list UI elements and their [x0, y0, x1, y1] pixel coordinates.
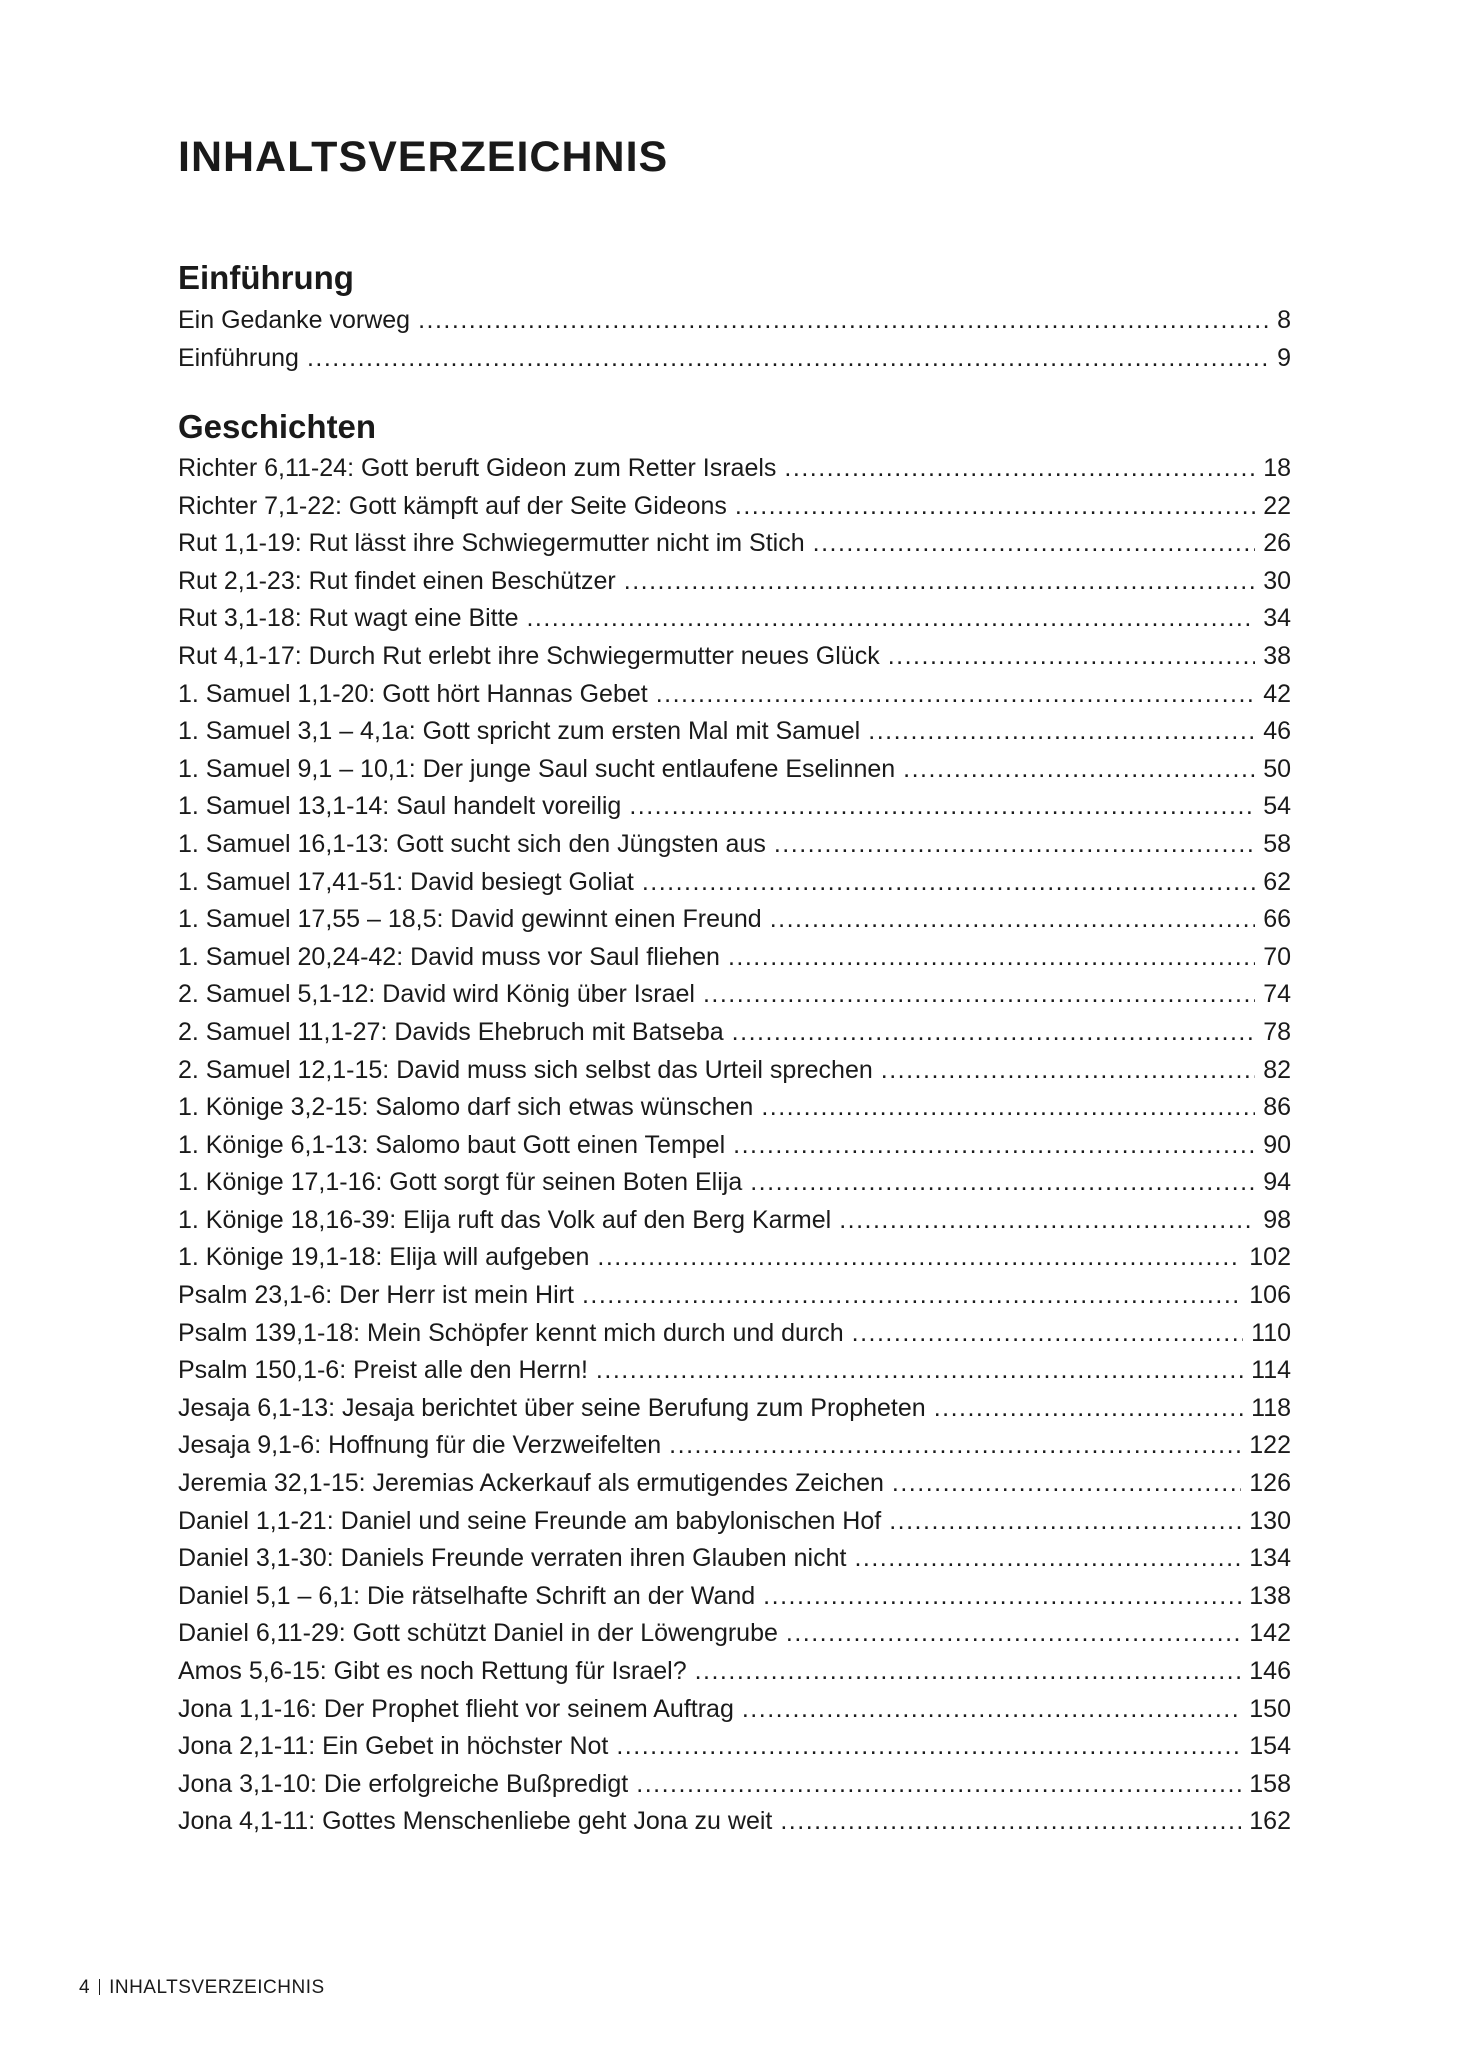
toc-entry-page: 9 [1277, 343, 1291, 372]
toc-entry [178, 1014, 1291, 1052]
toc-entry [178, 1127, 1291, 1165]
toc-entry-title: 1. Könige 6,1-13: Salomo baut Gott einen Tempel [178, 1130, 726, 1159]
toc-entry [178, 1465, 1291, 1503]
toc-entry-title: Jeremia 32,1-15: Jeremias Ackerkauf als ermutigendes Zeichen [178, 1469, 884, 1498]
toc-entry-title: Psalm 139,1-18: Mein Schöpfer kennt mich durch und durch [178, 1318, 844, 1347]
toc-dot-leader [934, 1390, 1243, 1428]
toc-entry-page: 154 [1249, 1732, 1291, 1761]
toc-dot-leader [616, 1728, 1241, 1766]
toc-entry [178, 713, 1291, 751]
toc-entry-page: 22 [1263, 491, 1291, 520]
toc-entry-title: Amos 5,6-15: Gibt es noch Rettung für Israel? [178, 1657, 687, 1685]
toc-entry [178, 1691, 1291, 1729]
toc-entry-page: 42 [1263, 679, 1291, 708]
toc-entry [178, 450, 1291, 488]
toc-entry [178, 340, 1291, 378]
toc-entry-title: 1. Könige 19,1-18: Elija will aufgeben [178, 1243, 590, 1272]
toc-dot-leader [888, 638, 1255, 676]
toc-dot-leader [881, 1052, 1255, 1090]
toc-dot-leader [526, 600, 1255, 638]
toc-entry-title: Rut 1,1-19: Rut lässt ihre Schwiegermutter nicht im Stich [178, 529, 805, 558]
toc-entry-page: 82 [1263, 1055, 1291, 1084]
toc-entry-page: 74 [1263, 980, 1291, 1009]
toc-list-geschichten [178, 450, 1291, 1841]
toc-entry-page: 118 [1251, 1393, 1291, 1422]
toc-entry [178, 1202, 1291, 1240]
toc-entry-page: 54 [1263, 792, 1291, 821]
toc-entry [178, 1315, 1291, 1353]
toc-dot-leader [854, 1540, 1241, 1578]
toc-entry [178, 1390, 1291, 1428]
toc-entry-page: 50 [1263, 754, 1291, 783]
toc-entry-title: Rut 4,1-17: Durch Rut erlebt ihre Schwiegermutter neues Glück [178, 641, 880, 670]
toc-entry-page: 70 [1263, 942, 1291, 971]
toc-entry-title: Psalm 23,1-6: Der Herr ist mein Hirt [178, 1281, 574, 1310]
toc-entry-title: 2. Samuel 12,1-15: David muss sich selbst das Urteil sprechen [178, 1055, 873, 1084]
toc-entry-title: 1. Samuel 16,1-13: Gott sucht sich den Jüngsten aus [178, 829, 766, 858]
toc-dot-leader [770, 901, 1255, 939]
toc-entry-page: 134 [1249, 1544, 1291, 1573]
toc-entry-title: Rut 2,1-23: Rut findet einen Beschützer [178, 566, 616, 595]
toc-entry-title: Daniel 6,11-29: Gott schützt Daniel in der Löwengrube [178, 1619, 778, 1648]
toc-dot-leader [735, 488, 1255, 526]
footer-page-number: 4 [79, 1977, 91, 1998]
toc-dot-leader [596, 1352, 1243, 1390]
toc-entry [178, 1164, 1291, 1202]
toc-entry [178, 600, 1291, 638]
toc-dot-leader [733, 1127, 1255, 1165]
toc-entry-title: Jona 4,1-11: Gottes Menschenliebe geht Jona zu weit [178, 1807, 773, 1836]
toc-entry [178, 302, 1291, 340]
toc-entry-page: 30 [1263, 566, 1291, 595]
toc-dot-leader [597, 1239, 1241, 1277]
toc-entry [178, 1427, 1291, 1465]
toc-entry-title: 1. Samuel 17,55 – 18,5: David gewinnt einen Freund [178, 905, 762, 934]
toc-dot-leader [703, 976, 1255, 1014]
toc-entry-title: 1. Samuel 13,1-14: Saul handelt voreilig [178, 792, 622, 821]
toc-entry-title: Psalm 150,1-6: Preist alle den Herrn! [178, 1356, 588, 1385]
toc-dot-leader [813, 525, 1256, 563]
toc-entry [178, 525, 1291, 563]
toc-entry-title: Jona 3,1-10: Die erfolgreiche Bußpredigt [178, 1769, 629, 1798]
toc-entry-title: Jesaja 6,1-13: Jesaja berichtet über seine Berufung zum Propheten [178, 1393, 926, 1422]
toc-entry [178, 676, 1291, 714]
toc-entry-title: 1. Könige 3,2-15: Salomo darf sich etwas wünschen [178, 1093, 754, 1122]
toc-dot-leader [656, 676, 1255, 714]
toc-entry-page: 46 [1263, 717, 1291, 746]
toc-dot-leader [780, 1803, 1241, 1841]
toc-entry [178, 1766, 1291, 1804]
toc-entry-page: 94 [1263, 1168, 1291, 1197]
toc-entry-page: 26 [1263, 529, 1291, 558]
toc-entry-title: 2. Samuel 11,1-27: Davids Ehebruch mit Batseba [178, 1017, 724, 1046]
toc-entry [178, 939, 1291, 977]
toc-entry-title: Rut 3,1-18: Rut wagt eine Bitte [178, 604, 519, 633]
toc-dot-leader [742, 1691, 1241, 1729]
toc-dot-leader [582, 1277, 1241, 1315]
toc-dot-leader [728, 939, 1255, 977]
toc-entry-page: 102 [1249, 1243, 1291, 1272]
toc-entry [178, 751, 1291, 789]
toc-entry-title: 1. Samuel 17,41-51: David besiegt Goliat [178, 867, 634, 896]
toc-entry-title: 1. Samuel 3,1 – 4,1a: Gott spricht zum ersten Mal mit Samuel [178, 717, 861, 746]
toc-dot-leader [750, 1164, 1255, 1202]
toc-entry-page: 150 [1249, 1694, 1291, 1723]
toc-entry-page: 130 [1249, 1506, 1291, 1535]
toc-entry-page: 90 [1263, 1130, 1291, 1159]
toc-entry [178, 1352, 1291, 1390]
page-title: INHALTSVERZEICHNIS [178, 133, 669, 181]
toc-entry [178, 1277, 1291, 1315]
toc-entry-page: 158 [1249, 1769, 1291, 1798]
toc-entry-title: Jona 2,1-11: Ein Gebet in höchster Not [178, 1732, 609, 1761]
toc-list-einfuehrung [178, 302, 1291, 377]
toc-entry-page: 122 [1249, 1431, 1291, 1460]
toc-dot-leader [629, 788, 1255, 826]
toc-entry [178, 1503, 1291, 1541]
toc-entry-title: Ein Gedanke vorweg [178, 306, 411, 334]
toc-dot-leader [624, 563, 1255, 601]
toc-entry-page: 78 [1263, 1017, 1291, 1046]
toc-entry [178, 1803, 1291, 1841]
toc-entry-page: 38 [1263, 641, 1291, 670]
toc-entry [178, 1089, 1291, 1127]
toc-entry [178, 488, 1291, 526]
toc-entry [178, 788, 1291, 826]
toc-dot-leader [774, 826, 1255, 864]
toc-entry-title: Jesaja 9,1-6: Hoffnung für die Verzweifelten [178, 1431, 662, 1460]
toc-dot-leader [839, 1202, 1255, 1240]
section-heading-einfuehrung: Einführung [178, 259, 354, 296]
toc-entry-page: 138 [1249, 1581, 1291, 1610]
toc-dot-leader [695, 1653, 1242, 1691]
toc-entry [178, 1540, 1291, 1578]
toc-entry-title: Jona 1,1-16: Der Prophet flieht vor seinem Auftrag [178, 1694, 734, 1723]
toc-dot-leader [903, 751, 1255, 789]
toc-entry-page: 34 [1263, 604, 1291, 633]
toc-entry [178, 826, 1291, 864]
toc-dot-leader [852, 1315, 1244, 1353]
toc-entry-page: 110 [1251, 1318, 1291, 1347]
footer-label: INHALTSVERZEICHNIS [109, 1977, 325, 1998]
toc-entry-page: 62 [1263, 867, 1291, 896]
toc-entry [178, 1728, 1291, 1766]
toc-entry-title: 1. Könige 17,1-16: Gott sorgt für seinen Boten Elija [178, 1168, 743, 1197]
toc-dot-leader [669, 1427, 1241, 1465]
toc-entry [178, 563, 1291, 601]
toc-entry [178, 1653, 1291, 1691]
toc-dot-leader [732, 1014, 1256, 1052]
toc-entry-title: Richter 6,11-24: Gott beruft Gideon zum Retter Israels [178, 454, 777, 482]
toc-entry-title: Einführung [178, 343, 299, 372]
toc-dot-leader [307, 340, 1269, 378]
toc-entry-title: 1. Samuel 20,24-42: David muss vor Saul fliehen [178, 942, 720, 971]
toc-dot-leader [642, 864, 1255, 902]
toc-entry-page: 146 [1249, 1657, 1291, 1685]
toc-entry-title: Daniel 3,1-30: Daniels Freunde verraten ihren Glauben nicht [178, 1544, 847, 1573]
toc-entry [178, 901, 1291, 939]
toc-dot-leader [786, 1615, 1241, 1653]
toc-entry-page: 18 [1263, 454, 1291, 482]
toc-entry [178, 1239, 1291, 1277]
toc-entry-title: 2. Samuel 5,1-12: David wird König über Israel [178, 980, 695, 1009]
toc-entry-page: 58 [1263, 829, 1291, 858]
toc-entry-page: 66 [1263, 905, 1291, 934]
toc-entry-page: 8 [1277, 306, 1291, 334]
toc-dot-leader [636, 1766, 1241, 1804]
toc-entry-title: 1. Samuel 1,1-20: Gott hört Hannas Gebet [178, 679, 648, 708]
section-heading-geschichten: Geschichten [178, 408, 377, 445]
toc-entry [178, 1615, 1291, 1653]
toc-entry-title: Daniel 1,1-21: Daniel und seine Freunde am babylonischen Hof [178, 1506, 882, 1535]
toc-dot-leader [763, 1578, 1241, 1616]
toc-entry [178, 976, 1291, 1014]
toc-entry-page: 86 [1263, 1093, 1291, 1122]
footer-separator [99, 1979, 100, 1995]
toc-entry-page: 142 [1249, 1619, 1291, 1648]
toc-dot-leader [761, 1089, 1255, 1127]
toc-entry-title: Richter 7,1-22: Gott kämpft auf der Seite Gideons [178, 491, 727, 520]
toc-dot-leader [418, 302, 1269, 340]
toc-entry-page: 114 [1251, 1356, 1291, 1385]
toc-entry [178, 1578, 1291, 1616]
toc-entry [178, 1052, 1291, 1090]
toc-entry-title: 1. Könige 18,16-39: Elija ruft das Volk auf den Berg Karmel [178, 1205, 832, 1234]
toc-entry [178, 864, 1291, 902]
toc-entry-page: 162 [1249, 1807, 1291, 1836]
toc-entry-page: 126 [1249, 1469, 1291, 1498]
page-footer [79, 1978, 325, 1997]
toc-dot-leader [784, 450, 1255, 488]
toc-entry-title: Daniel 5,1 – 6,1: Die rätselhafte Schrift an der Wand [178, 1581, 756, 1610]
toc-dot-leader [868, 713, 1255, 751]
toc-entry-page: 98 [1263, 1205, 1291, 1234]
toc-dot-leader [892, 1465, 1241, 1503]
toc-entry [178, 638, 1291, 676]
toc-entry-page: 106 [1249, 1281, 1291, 1310]
toc-entry-title: 1. Samuel 9,1 – 10,1: Der junge Saul sucht entlaufene Eselinnen [178, 754, 896, 783]
toc-dot-leader [889, 1503, 1241, 1541]
